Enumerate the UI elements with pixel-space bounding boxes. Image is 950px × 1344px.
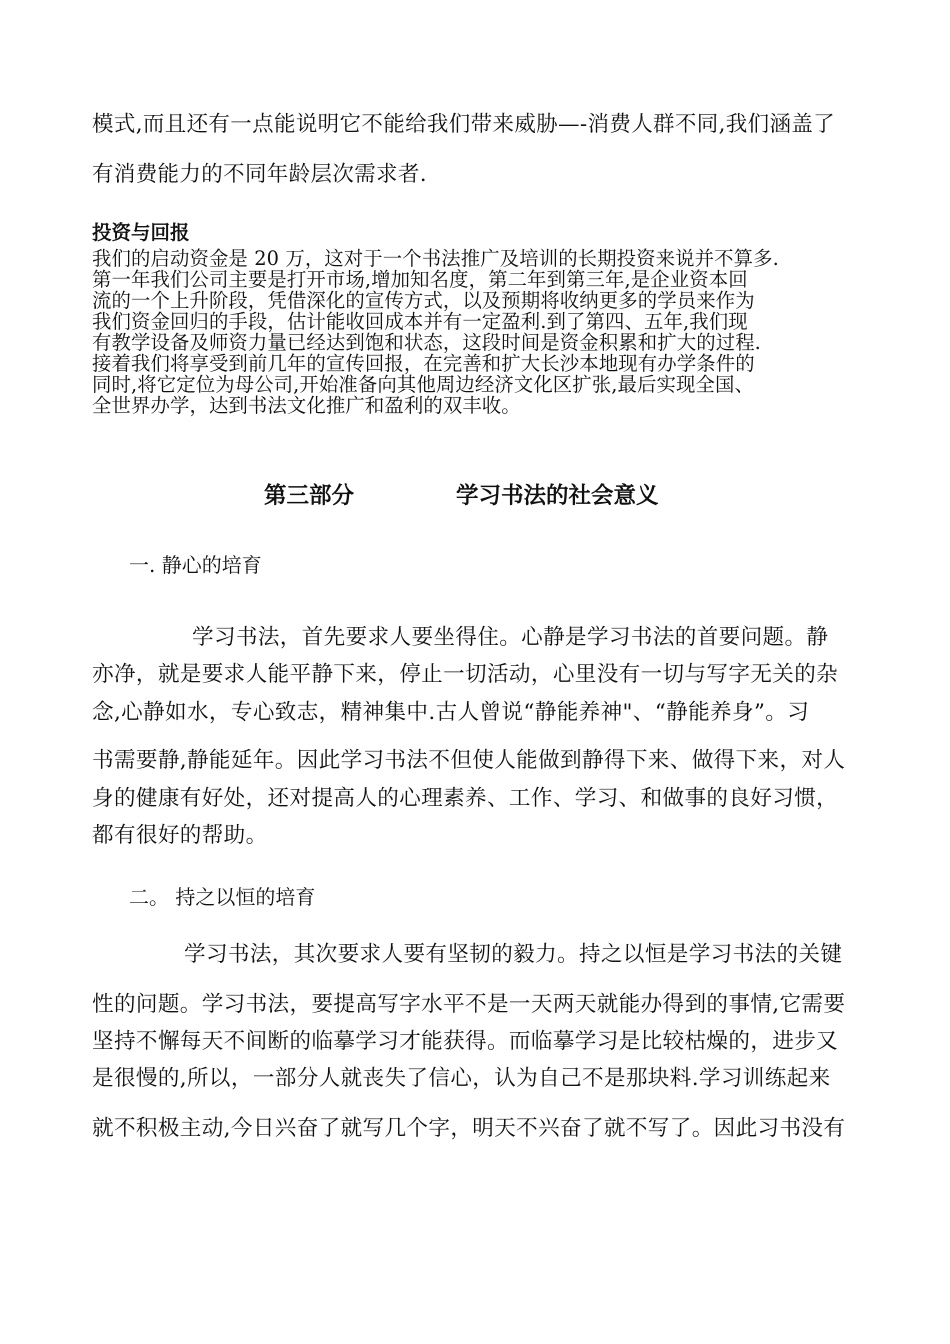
paragraph-line: 都有很好的帮助。: [92, 823, 268, 848]
paragraph-line: 念,心静如水，专心致志，精神集中.古人曾说“静能养神"、“静能养身”。习: [92, 700, 810, 725]
investment-title: 投资与回报: [92, 221, 190, 244]
investment-line: 同时,将它定位为母公司,开始准备向其他周边经济文化区扩张,最后实现全国、: [92, 373, 754, 396]
intro-line-2: 有消费能力的不同年龄层次需求者.: [92, 162, 427, 187]
part-label: 第三部分: [264, 483, 355, 509]
part-title: 学习书法的社会意义: [456, 483, 659, 509]
section-1-heading: 一. 静心的培育: [129, 553, 262, 577]
investment-line: 第一年我们公司主要是打开市场,增加知名度，第二年到第三年,是企业资本回: [92, 268, 748, 291]
section-2-heading: 二。 持之以恒的培育: [129, 885, 316, 909]
paragraph-line: 坚持不懈每天不间断的临摹学习才能获得。而临摹学习是比较枯燥的，进步又: [92, 1029, 839, 1054]
investment-line: 我们资金回归的手段，估计能收回成本并有一定盈利.到了第四、五年,我们现: [92, 310, 748, 333]
investment-line: 全世界办学，达到书法文化推广和盈利的双丰收。: [92, 394, 521, 417]
paragraph-line: 是很慢的,所以，一部分人就丧失了信心，认为自己不是那块料.学习训练起来: [92, 1066, 831, 1091]
paragraph-line: 就不积极主动,今日兴奋了就写几个字，明天不兴奋了就不写了。因此习书没有: [92, 1116, 846, 1141]
paragraph-line: 亦净，就是要求人能平静下来，停止一切活动，心里没有一切与写字无关的杂: [92, 662, 839, 687]
paragraph-line: 书需要静,静能延年。因此学习书法不但使人能做到静得下来、做得下来，对人: [92, 748, 846, 773]
paragraph-line: 性的问题。学习书法，要提高写字水平不是一天两天就能办得到的事情,它需要: [92, 992, 846, 1017]
investment-line: 我们的启动资金是 20 万，这对于一个书法推广及培训的长期投资来说并不算多.: [92, 247, 779, 270]
paragraph-line: 学习书法，其次要求人要有坚韧的毅力。持之以恒是学习书法的关键: [184, 942, 843, 967]
part-heading: [0, 481, 950, 511]
paragraph-line: 身的健康有好处，还对提高人的心理素养、工作、学习、和做事的良好习惯，: [92, 786, 839, 811]
investment-line: 有教学设备及师资力量已经达到饱和状态，这段时间是资金积累和扩大的过程.: [92, 331, 761, 354]
paragraph-line: 学习书法，首先要求人要坐得住。心静是学习书法的首要问题。静: [192, 625, 829, 650]
investment-line: 流的一个上升阶段，凭借深化的宣传方式，以及预期将收纳更多的学员来作为: [92, 289, 755, 312]
investment-paragraph: [92, 248, 882, 416]
investment-line: 接着我们将享受到前几年的宣传回报，在完善和扩大长沙本地现有办学条件的: [92, 352, 755, 375]
intro-line-1: 模式,而且还有一点能说明它不能给我们带来威胁—-消费人群不同,我们涵盖了: [92, 112, 836, 137]
